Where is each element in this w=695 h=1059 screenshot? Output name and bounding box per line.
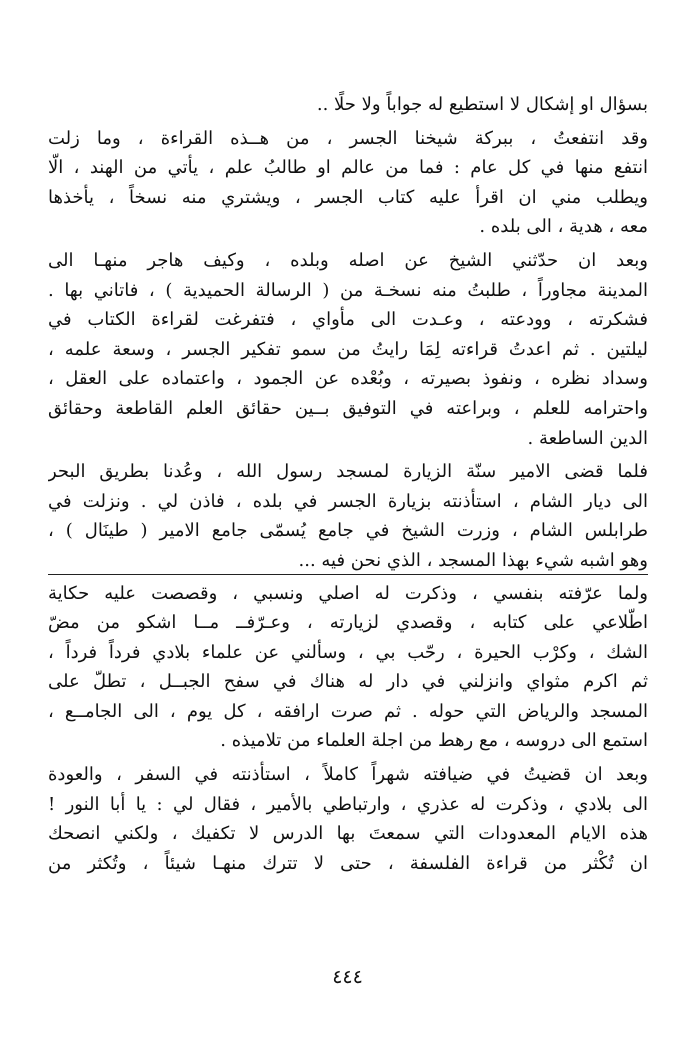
text-line: الى بلادي ، وذكرت له عذري ، وارتباطي بالأمير ، فقال لي : يا أبا النور !: [48, 793, 648, 815]
text-line: المسجد والرياض التي حوله . ثم صرت ارافقه ، كل يوم ، الى الجامــع ،: [48, 700, 648, 722]
paragraph: [48, 124, 648, 242]
text-line: اطّلاعي على كتابه ، وقصدي لزيارته ، وعـرّفــ مــا اشكو من مضّ: [48, 612, 648, 634]
text-line: ان تُكْثر من قراءة الفلسفة ، حتى لا تترك منهـا شيئاً ، وتُكثر من: [48, 852, 648, 874]
text-line: الدين الساطعة .: [527, 427, 648, 449]
text-line: معه ، هدية ، الى بلده .: [479, 216, 648, 238]
text-line: ثم اكرم مثواي وانزلني في دار له هناك في سفح الجبــل ، تطلّ على: [48, 671, 648, 693]
text-line: فلما قضى الامير سنّة الزيارة لمسجد رسول الله ، وعُدنا بطريق البحر: [48, 461, 648, 483]
paragraph: [48, 760, 648, 878]
text-line: الشك ، وكرْب الحيرة ، رحّب بي ، وسألني عن علماء بلادي فرداً فرداً ،: [48, 641, 648, 663]
text-line: انتفع منها في كل عام : فما من عالم او طالبُ علم ، يأتي من الهند ، الّا: [48, 157, 648, 179]
text-line: فشكرته ، وودعته ، وعـدت الى مأواي ، فتفرغت لقراءة الكتاب في: [48, 309, 648, 331]
text-line: هذه الايام المعدودات التي سمعتَ بها الدرس لا تكفيك ، ولكني انصحك: [48, 823, 648, 845]
text-line: طرابلس الشام ، وزرت الشيخ في جامع يُسمّى جامع الامير ( طينَال ) ،: [48, 520, 648, 542]
page-number: ٤٤٤: [332, 966, 363, 988]
text-line: وبعد ان قضيتُ في ضيافته شهراً كاملاً ، استأذنته في السفر ، والعودة: [48, 764, 648, 786]
text-line: وقد انتفعتُ ، ببركة شيخنا الجسر ، من هــذه القراءة ، وما زلت: [48, 127, 648, 149]
text-line: واحترامه للعلم ، وبراعته في التوفيق بــين حقائق العلم القاطعة وحقائق: [48, 397, 648, 419]
text-line: بسؤال او إشكال لا استطيع له جواباً ولا حلًا ..: [316, 94, 648, 115]
text-line: وبعد ان حدّثني الشيخ عن اصله وبلده ، وكيف هاجر منهـا الى: [48, 249, 648, 271]
paragraph: [48, 90, 648, 120]
text-line: المدينة مجاوراً ، طلبتُ منه نسخـة من ( الرسالة الحميدية ) ، فاتاني بها .: [48, 279, 648, 301]
body-text: [48, 90, 648, 878]
paragraph: [48, 457, 648, 574]
text-line: ويطلب مني ان اقرأ عليه كتاب الجسر ، ويشتري منه نسخاً ، يأخذها: [48, 186, 648, 208]
text-line: الى ديار الشام ، استأذنته بزيارة الجسر في بلده ، فاذن لي . ونزلت في: [48, 490, 648, 512]
text-line: وهو اشبه شيء بهذا المسجد ، الذي نحن فيه ...: [48, 546, 648, 575]
text-line: وسداد نظره ، ونفوذ بصيرته ، وبُعْده عن الجمود ، واعتماده على العقل ،: [48, 368, 648, 390]
paragraph: [48, 246, 648, 453]
text-line: استمع الى دروسه ، مع رهط من اجلة العلماء من تلاميذه .: [220, 730, 648, 752]
text-line: ولما عرّفته بنفسي ، وذكرت له اصلي ونسبي ، وقصصت عليه حكاية: [48, 582, 648, 604]
text-line: ليلتين . ثم اعدتُ قراءته لِمَا رايتُ من سمو تفكير الجسر ، وسعة علمه ،: [48, 338, 648, 360]
paragraph: [48, 579, 648, 757]
